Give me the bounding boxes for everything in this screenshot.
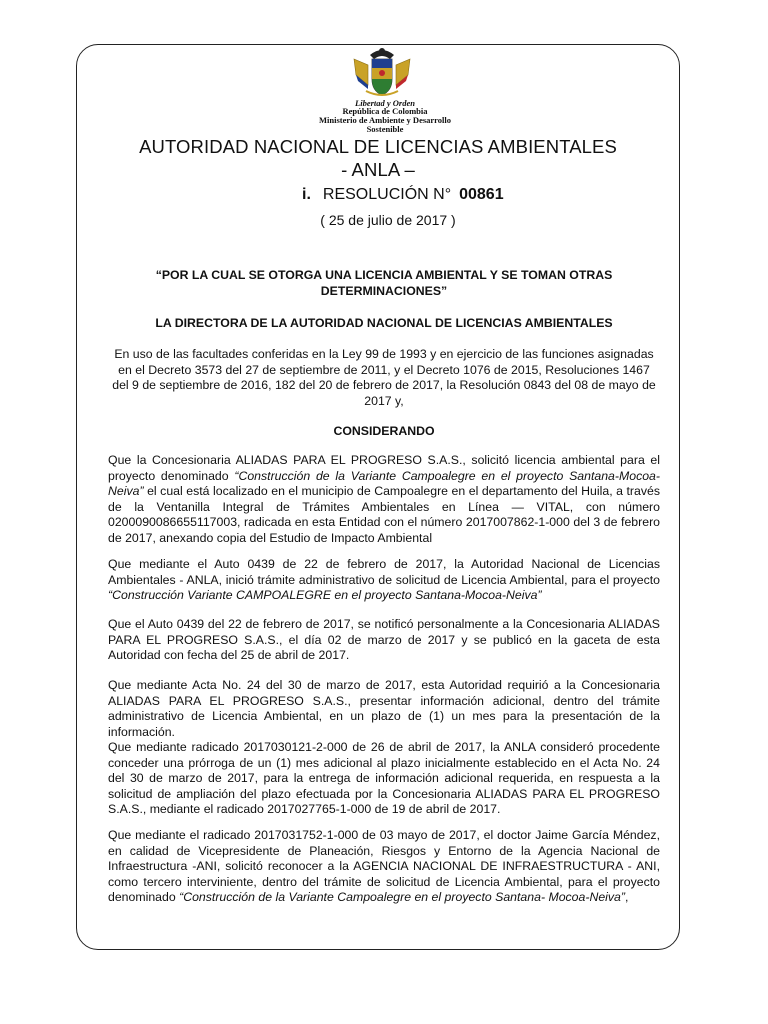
resolution-subject: “POR LA CUAL SE OTORGA UNA LICENCIA AMBIENTAL Y SE TOMAN OTRAS DETERMINACIONES” (155, 268, 613, 298)
paragraph-4: Que mediante Acta No. 24 del 30 de marzo de 2017, esta Autoridad requirió a la Concesionaria ALIADAS PARA EL PROGRESO S.A.S., presentar información adicional, dentro del trámite administrativo de Licencia Ambiental, en un plazo de (1) un mes para la presentación de la información. (108, 678, 660, 739)
issuer-heading: LA DIRECTORA DE LA AUTORIDAD NACIONAL DE LICENCIAS AMBIENTALES (155, 316, 613, 330)
ministry-name: Ministerio de Ambiente y Desarrollo Sostenible (318, 115, 452, 134)
paragraph-6: Que mediante el radicado 2017031752-1-000 de 03 mayo de 2017, el doctor Jaime García Méndez, en calidad de Vicepresidente de Planeación, Riesgos y Entorno de la Agencia Nacional de Infraestructura -ANI, solicitó reconocer a la AGENCIA NACIONAL DE INFRAESTRUCTURA - ANI, como tercero interviniente, dentro del trámite de solicitud de Licencia Ambiental, para el proyecto denominado “Construcción de la Variante Campoalegre en el proyecto Santana- Mocoa-Neiva”, (108, 828, 660, 905)
resolution-marker: i. (302, 186, 311, 203)
seal-motto: Libertad y Orden (355, 98, 415, 108)
project-name: “Construcción de la Variante Campoalegre en el proyecto Santana-Mocoa-Neiva” (108, 468, 660, 499)
country-name: República de Colombia (342, 106, 428, 116)
paragraph-3: Que el Auto 0439 del 22 de febrero de 2017, se notificó personalmente a la Concesionaria ALIADAS PARA EL PROGRESO S.A.S., el día 02 de marzo de 2017 y se publicó en la gaceta de esta Autoridad con fecha del 25 de abril de 2017. (108, 617, 660, 663)
paragraph-1: Que la Concesionaria ALIADAS PARA EL PROGRESO S.A.S., solicitó licencia ambiental para el proyecto denominado “Construcción de la Variante Campoalegre en el proyecto Santana-Mocoa-Neiva” el cual está localizado en el municipio de Campoalegre en el departamento del Huila, a través de la Ventanilla Integral de Trámites Ambientales en Línea — VITAL, con número 0200090086655117003, radicada en esta Entidad con el número 2017007862-1-000 del 3 de febrero de 2017, anexando copia del Estudio de Impacto Ambiental (108, 453, 660, 545)
resolution-line (302, 186, 504, 204)
considering-heading: CONSIDERANDO (333, 424, 435, 438)
resolution-date: ( 25 de julio de 2017 ) (320, 212, 456, 228)
project-name: “Construcción de la Variante Campoalegre en el proyecto Santana- Mocoa-Neiva” (179, 890, 625, 905)
coat-of-arms-icon (348, 45, 416, 99)
paragraph-5: Que mediante radicado 2017030121-2-000 de 26 de abril de 2017, la ANLA consideró procedente conceder una prórroga de un (1) mes adicional al plazo inicialmente establecido en el Acta No. 24 del 30 de marzo de 2017, para la entrega de información adicional requerida, en respuesta a la solicitud de ampliación del plazo efectuada por la Concesionaria ALIADAS PARA EL PROGRESO S.A.S., mediante el radicado 2017027765-1-000 de 19 de abril de 2017. (108, 740, 660, 817)
authority-acronym: - ANLA – (341, 159, 415, 180)
project-name: “Construcción Variante CAMPOALEGRE en el proyecto Santana-Mocoa-Neiva” (108, 588, 542, 603)
resolution-label: RESOLUCIÓN N° (322, 186, 452, 203)
resolution-number: 00861 (459, 186, 504, 203)
authority-title: AUTORIDAD NACIONAL DE LICENCIAS AMBIENTALES (139, 136, 617, 157)
powers-paragraph: En uso de las facultades conferidas en la Ley 99 de 1993 y en ejercicio de las funciones asignadas en el Decreto 3573 del 27 de septiembre de 2011, y el Decreto 1076 de 2015, Resoluciones 1467 del 9 de septiembre de 2016, 182 del 20 de febrero de 2017, la Resolución 0843 del 08 de mayo de 2017 y, (112, 347, 656, 408)
paragraph-2: Que mediante el Auto 0439 de 22 de febrero de 2017, la Autoridad Nacional de Licencias Ambientales - ANLA, inició trámite administrativo de solicitud de Licencia Ambiental, para el proyecto “Construcción Variante CAMPOALEGRE en el proyecto Santana-Mocoa-Neiva” (108, 557, 660, 603)
